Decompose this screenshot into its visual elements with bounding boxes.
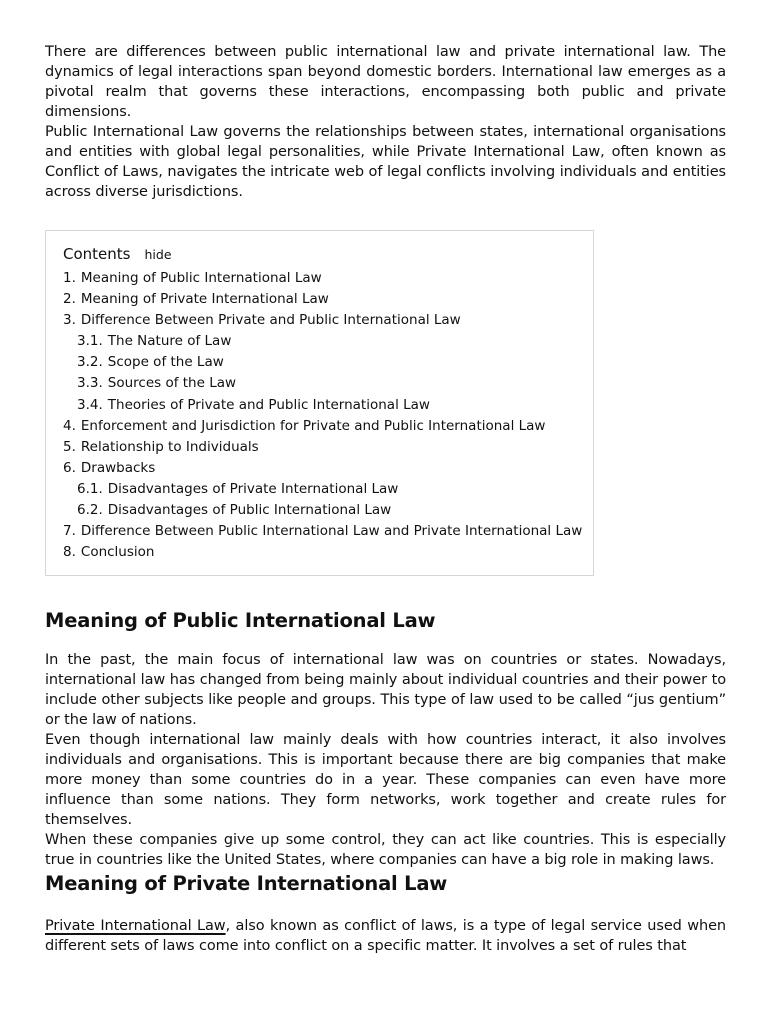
toc-item-3-3[interactable]: 3.3. Sources of the Law [77,375,237,392]
toc-item-3-1[interactable]: 3.1. The Nature of Law [77,333,232,350]
private-international-law-link[interactable]: Private International Law [45,918,226,935]
section-heading-public-law: Meaning of Public International Law [45,609,436,633]
toc-title: Contents [63,245,131,263]
toc-item-4[interactable]: 4. Enforcement and Jurisdiction for Private and Public International Law [63,417,546,434]
toc-item-1[interactable]: 1. Meaning of Public International Law [63,270,322,286]
section1-paragraph-2: Even though international law mainly deals with how countries interact, it also involves individuals and organisations. This is important because there are big companies that make more money than some countries do in a year. These companies can even have more influence than some nations. They form networks, work together and create rules for themselves. [45,732,726,829]
toc-item-7[interactable]: 7. Difference Between Public International Law and Private International Law [63,523,583,540]
toc-item-6[interactable]: 6. Drawbacks [63,459,156,476]
table-of-contents [45,230,594,576]
toc-item-3-2[interactable]: 3.2. Scope of the Law [77,354,224,371]
toc-item-8[interactable]: 8. Conclusion [63,544,155,561]
toc-item-3-4[interactable]: 3.4. Theories of Private and Public International Law [77,396,430,413]
section-heading-private-law: Meaning of Private International Law [45,872,448,896]
section1-paragraph-1: In the past, the main focus of international law was on countries or states. Nowadays, international law has changed from being mainly about individual countries and their power to include other subjects like people and groups. This type of law used to be called “jus gentium” or the law of nations. [45,652,726,729]
article-body [45,42,726,956]
toc-item-6-2[interactable]: 6.2. Disadvantages of Public International Law [77,502,392,519]
toc-hide-toggle[interactable]: hide [144,247,172,262]
toc-item-3[interactable]: 3. Difference Between Private and Public International Law [63,312,461,329]
intro-paragraph-1: There are differences between public international law and private international law. The dynamics of legal interactions span beyond domestic borders. International law emerges as a pivotal realm that governs these interactions, encompassing both public and private dimensions. [45,44,726,120]
toc-list [63,268,593,563]
toc-item-6-1[interactable]: 6.1. Disadvantages of Private International Law [77,480,399,497]
section2-paragraph-1: Private International Law, also known as conflict of laws, is a type of legal service used when different sets of laws come into conflict on a specific matter. It involves a set of rules that [45,918,726,955]
section1-paragraph-3: When these companies give up some control, they can act like countries. This is especially true in countries like the United States, where companies can have a big role in making laws. [45,832,726,869]
toc-item-5[interactable]: 5. Relationship to Individuals [63,438,259,455]
intro-paragraph-2: Public International Law governs the relationships between states, international organisations and entities with global legal personalities, while Private International Law, often known as Conflict of Laws, navigates the intricate web of legal conflicts involving individuals and entities across diverse jurisdictions. [45,124,726,200]
toc-item-2[interactable]: 2. Meaning of Private International Law [63,291,329,308]
toc-header [63,245,593,263]
